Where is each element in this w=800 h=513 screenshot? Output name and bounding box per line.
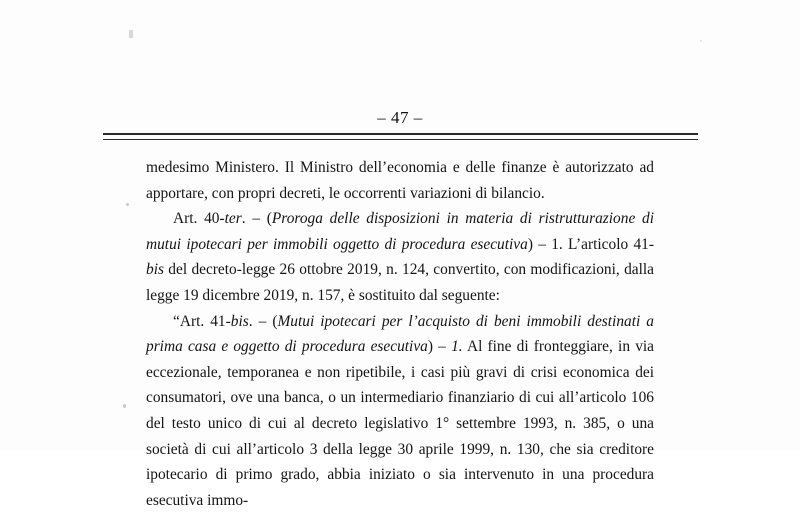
italic-run: bis [230,312,249,330]
header-rule-top [103,133,698,135]
page-number: – 47 – [377,108,423,127]
italic-run: Mutui ipotecari per l’acquisto di beni immobili destinati a prima casa e oggetto di procedura esecutiva [146,312,654,356]
text-run: Art. 40- [173,210,225,228]
document-paragraph [146,309,654,513]
italic-run: Proroga delle disposizioni in materia di ristrutturazione di mutui ipotecari per immobili oggetto di procedura esecutiva [146,210,654,253]
document-paragraph [146,155,654,206]
text-run: ) – [427,338,452,356]
italic-run: ter [224,210,242,228]
text-run: ) – 1. L’articolo 41- [527,235,654,253]
header-rule-bottom [103,139,698,140]
italic-run: bis [146,261,164,279]
document-body [146,155,654,513]
text-run: del decreto-legge 26 ottobre 2019, n. 124, convertito, con modificazioni, dalla legge 19 dicembre 2019, n. 157, è sostituito dal seguente: [146,261,654,304]
text-run: Al fine di fronteggiare, in via eccezionale, temporanea e non ripetibile, i casi più gravi di crisi economica dei consumatori, ove una banca, o un intermediario finanziario di cui all’articolo 106 del testo unico di cui al decreto legislativo 1° settembre 1993, n. 385, o una società di cui all’articolo 3 della legge 30 aprile 1999, n. 130, che sia creditore ipotecario di primo grado, abbia iniziato o sia intervenuto in una procedura esecutiva immo- [146,338,654,509]
scan-artifact-speck [700,40,702,42]
scan-artifact-speck [129,30,133,38]
text-run: . – ( [248,312,278,330]
scan-artifact-speck [126,203,129,206]
text-run: “Art. 41- [173,312,231,330]
text-run: . – ( [241,210,272,228]
document-paragraph [146,206,654,308]
scan-artifact-speck [123,404,126,408]
italic-run: 1. [451,338,463,356]
text-run: medesimo Ministero. Il Ministro dell’economia e delle finanze è autorizzato ad apportare, con propri decreti, le occorrenti variazioni di bilancio. [146,159,654,202]
